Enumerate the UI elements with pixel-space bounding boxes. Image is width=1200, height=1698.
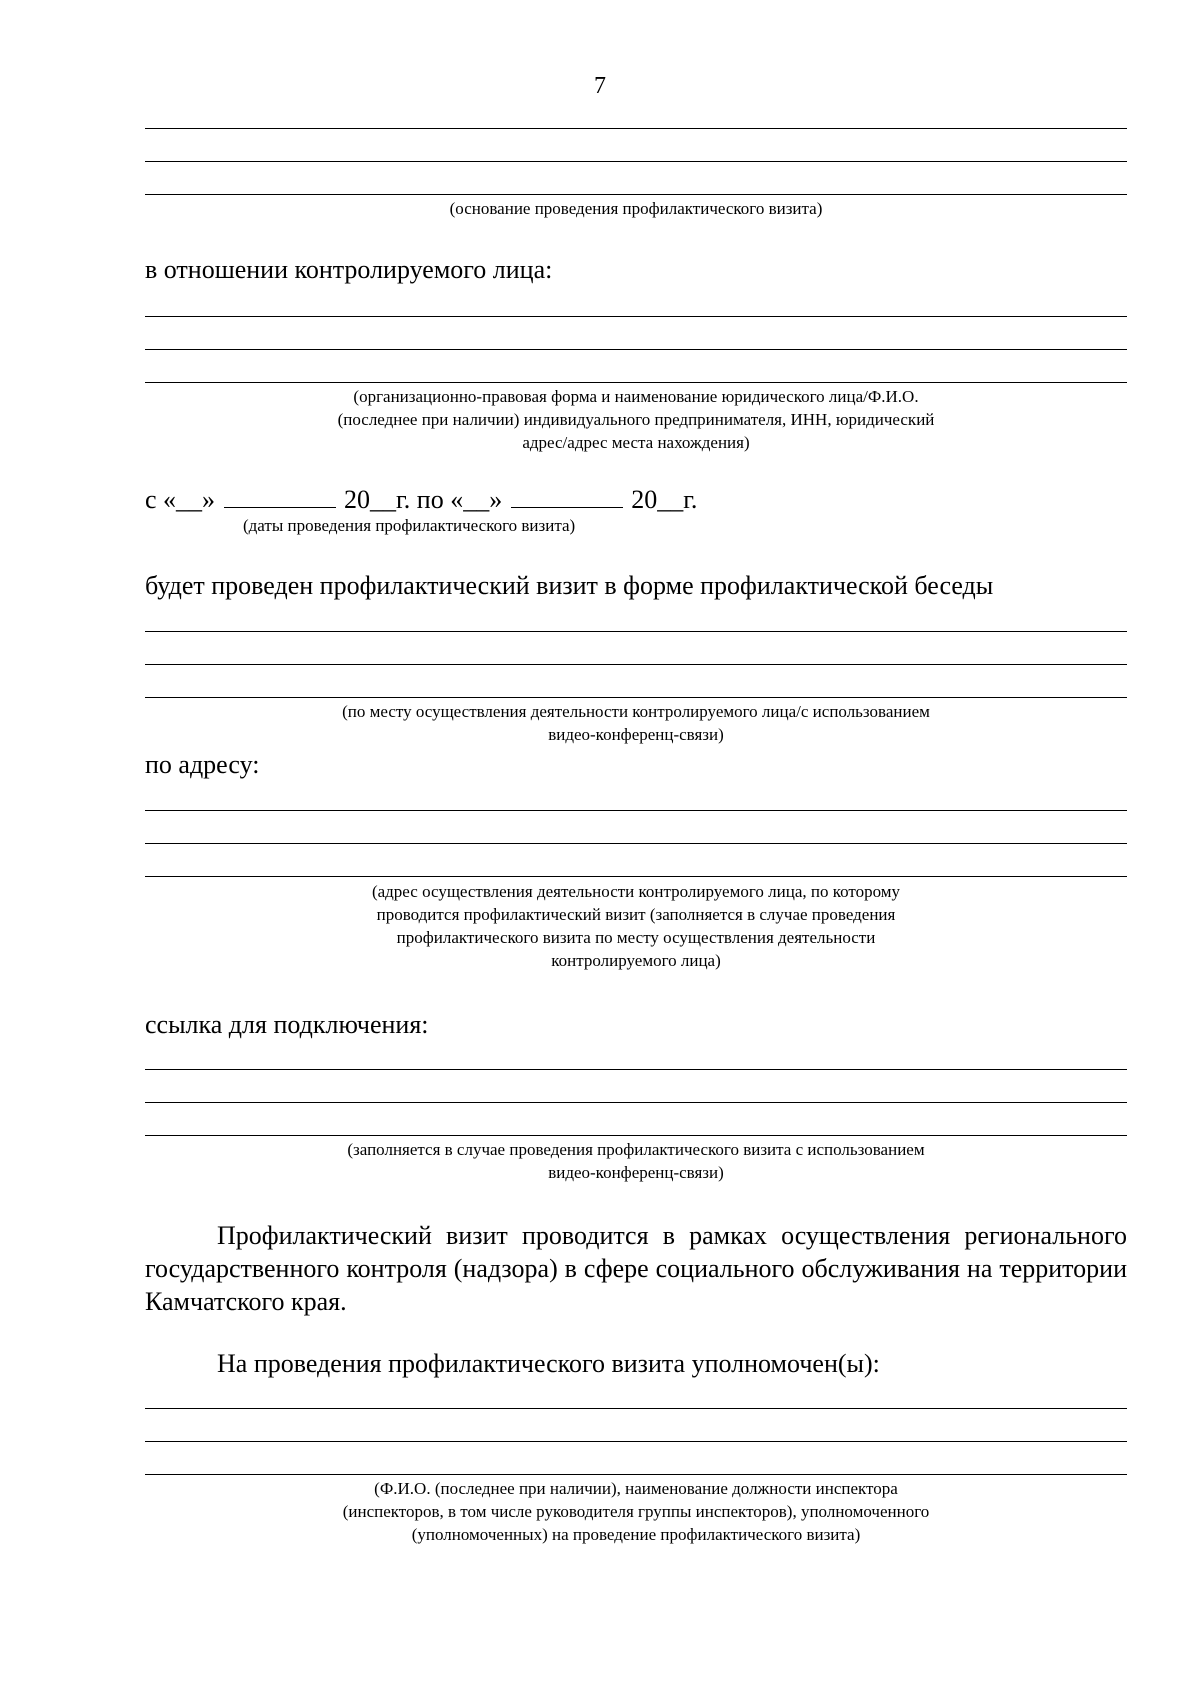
framework-paragraph bbox=[145, 1219, 1127, 1318]
month-blank bbox=[224, 485, 336, 508]
caption-line: (адрес осуществления деятельности контролируемого лица, по которому bbox=[371, 882, 901, 901]
caption-line: проводится профилактический визит (заполняется в случае проведения bbox=[376, 905, 896, 924]
fill-line bbox=[145, 349, 1127, 350]
dates-caption: (даты проведения профилактического визита) bbox=[243, 516, 576, 535]
caption-line: адрес/адрес места нахождения) bbox=[522, 433, 750, 452]
fill-line bbox=[145, 810, 1127, 811]
caption-line: видео-конференц-связи) bbox=[548, 1163, 724, 1182]
fill-line bbox=[145, 843, 1127, 844]
fill-line bbox=[145, 1441, 1127, 1442]
fill-line bbox=[145, 316, 1127, 317]
entity-caption bbox=[145, 385, 1127, 454]
year-to: 20__г. bbox=[631, 485, 698, 514]
fill-line bbox=[145, 194, 1127, 195]
inspectors-caption bbox=[145, 1477, 1127, 1546]
month-blank bbox=[511, 485, 623, 508]
year-from: 20__г. bbox=[344, 485, 411, 514]
date-to: по «__» bbox=[416, 485, 503, 514]
date-from: с «__» bbox=[145, 485, 216, 514]
place-caption bbox=[145, 700, 1127, 746]
visit-form-label: будет проведен профилактический визит в форме профилактической беседы bbox=[145, 571, 994, 600]
caption-line: (по месту осуществления деятельности контролируемого лица/с использованием bbox=[342, 702, 930, 721]
fill-line bbox=[145, 1069, 1127, 1070]
date-range-line bbox=[145, 484, 697, 516]
fill-line bbox=[145, 1135, 1127, 1136]
fill-line bbox=[145, 128, 1127, 129]
page-number: 7 bbox=[594, 73, 606, 99]
caption-line: (последнее при наличии) индивидуального предпринимателя, ИНН, юридический bbox=[337, 410, 935, 429]
address-caption bbox=[145, 880, 1127, 972]
fill-line bbox=[145, 382, 1127, 383]
fill-line bbox=[145, 697, 1127, 698]
caption-line: профилактического визита по месту осуществления деятельности bbox=[396, 928, 876, 947]
caption-line: (уполномоченных) на проведение профилактического визита) bbox=[411, 1525, 861, 1544]
caption-line: (организационно-правовая форма и наименование юридического лица/Ф.И.О. bbox=[353, 387, 919, 406]
fill-line bbox=[145, 1102, 1127, 1103]
caption-line: (инспекторов, в том числе руководителя группы инспекторов), уполномоченного bbox=[342, 1502, 930, 1521]
basis-caption: (основание проведения профилактического визита) bbox=[449, 199, 823, 218]
fill-line bbox=[145, 1408, 1127, 1409]
caption-line: видео-конференц-связи) bbox=[548, 725, 724, 744]
fill-line bbox=[145, 161, 1127, 162]
regarding-label: в отношении контролируемого лица: bbox=[145, 255, 553, 284]
address-label: по адресу: bbox=[145, 750, 260, 779]
connection-link-label: ссылка для подключения: bbox=[145, 1010, 429, 1039]
fill-line bbox=[145, 664, 1127, 665]
authorized-label: На проведения профилактического визита уполномочен(ы): bbox=[217, 1349, 880, 1378]
fill-line bbox=[145, 876, 1127, 877]
framework-text: Профилактический визит проводится в рамках осуществления регионального государственного контроля (надзора) в сфере социального обслуживания на территории Камчатского края. bbox=[145, 1221, 1127, 1316]
fill-line bbox=[145, 1474, 1127, 1475]
caption-line: (заполняется в случае проведения профилактического визита с использованием bbox=[347, 1140, 925, 1159]
caption-line: (Ф.И.О. (последнее при наличии), наименование должности инспектора bbox=[374, 1479, 898, 1498]
link-caption bbox=[145, 1138, 1127, 1184]
caption-line: контролируемого лица) bbox=[551, 951, 721, 970]
fill-line bbox=[145, 631, 1127, 632]
